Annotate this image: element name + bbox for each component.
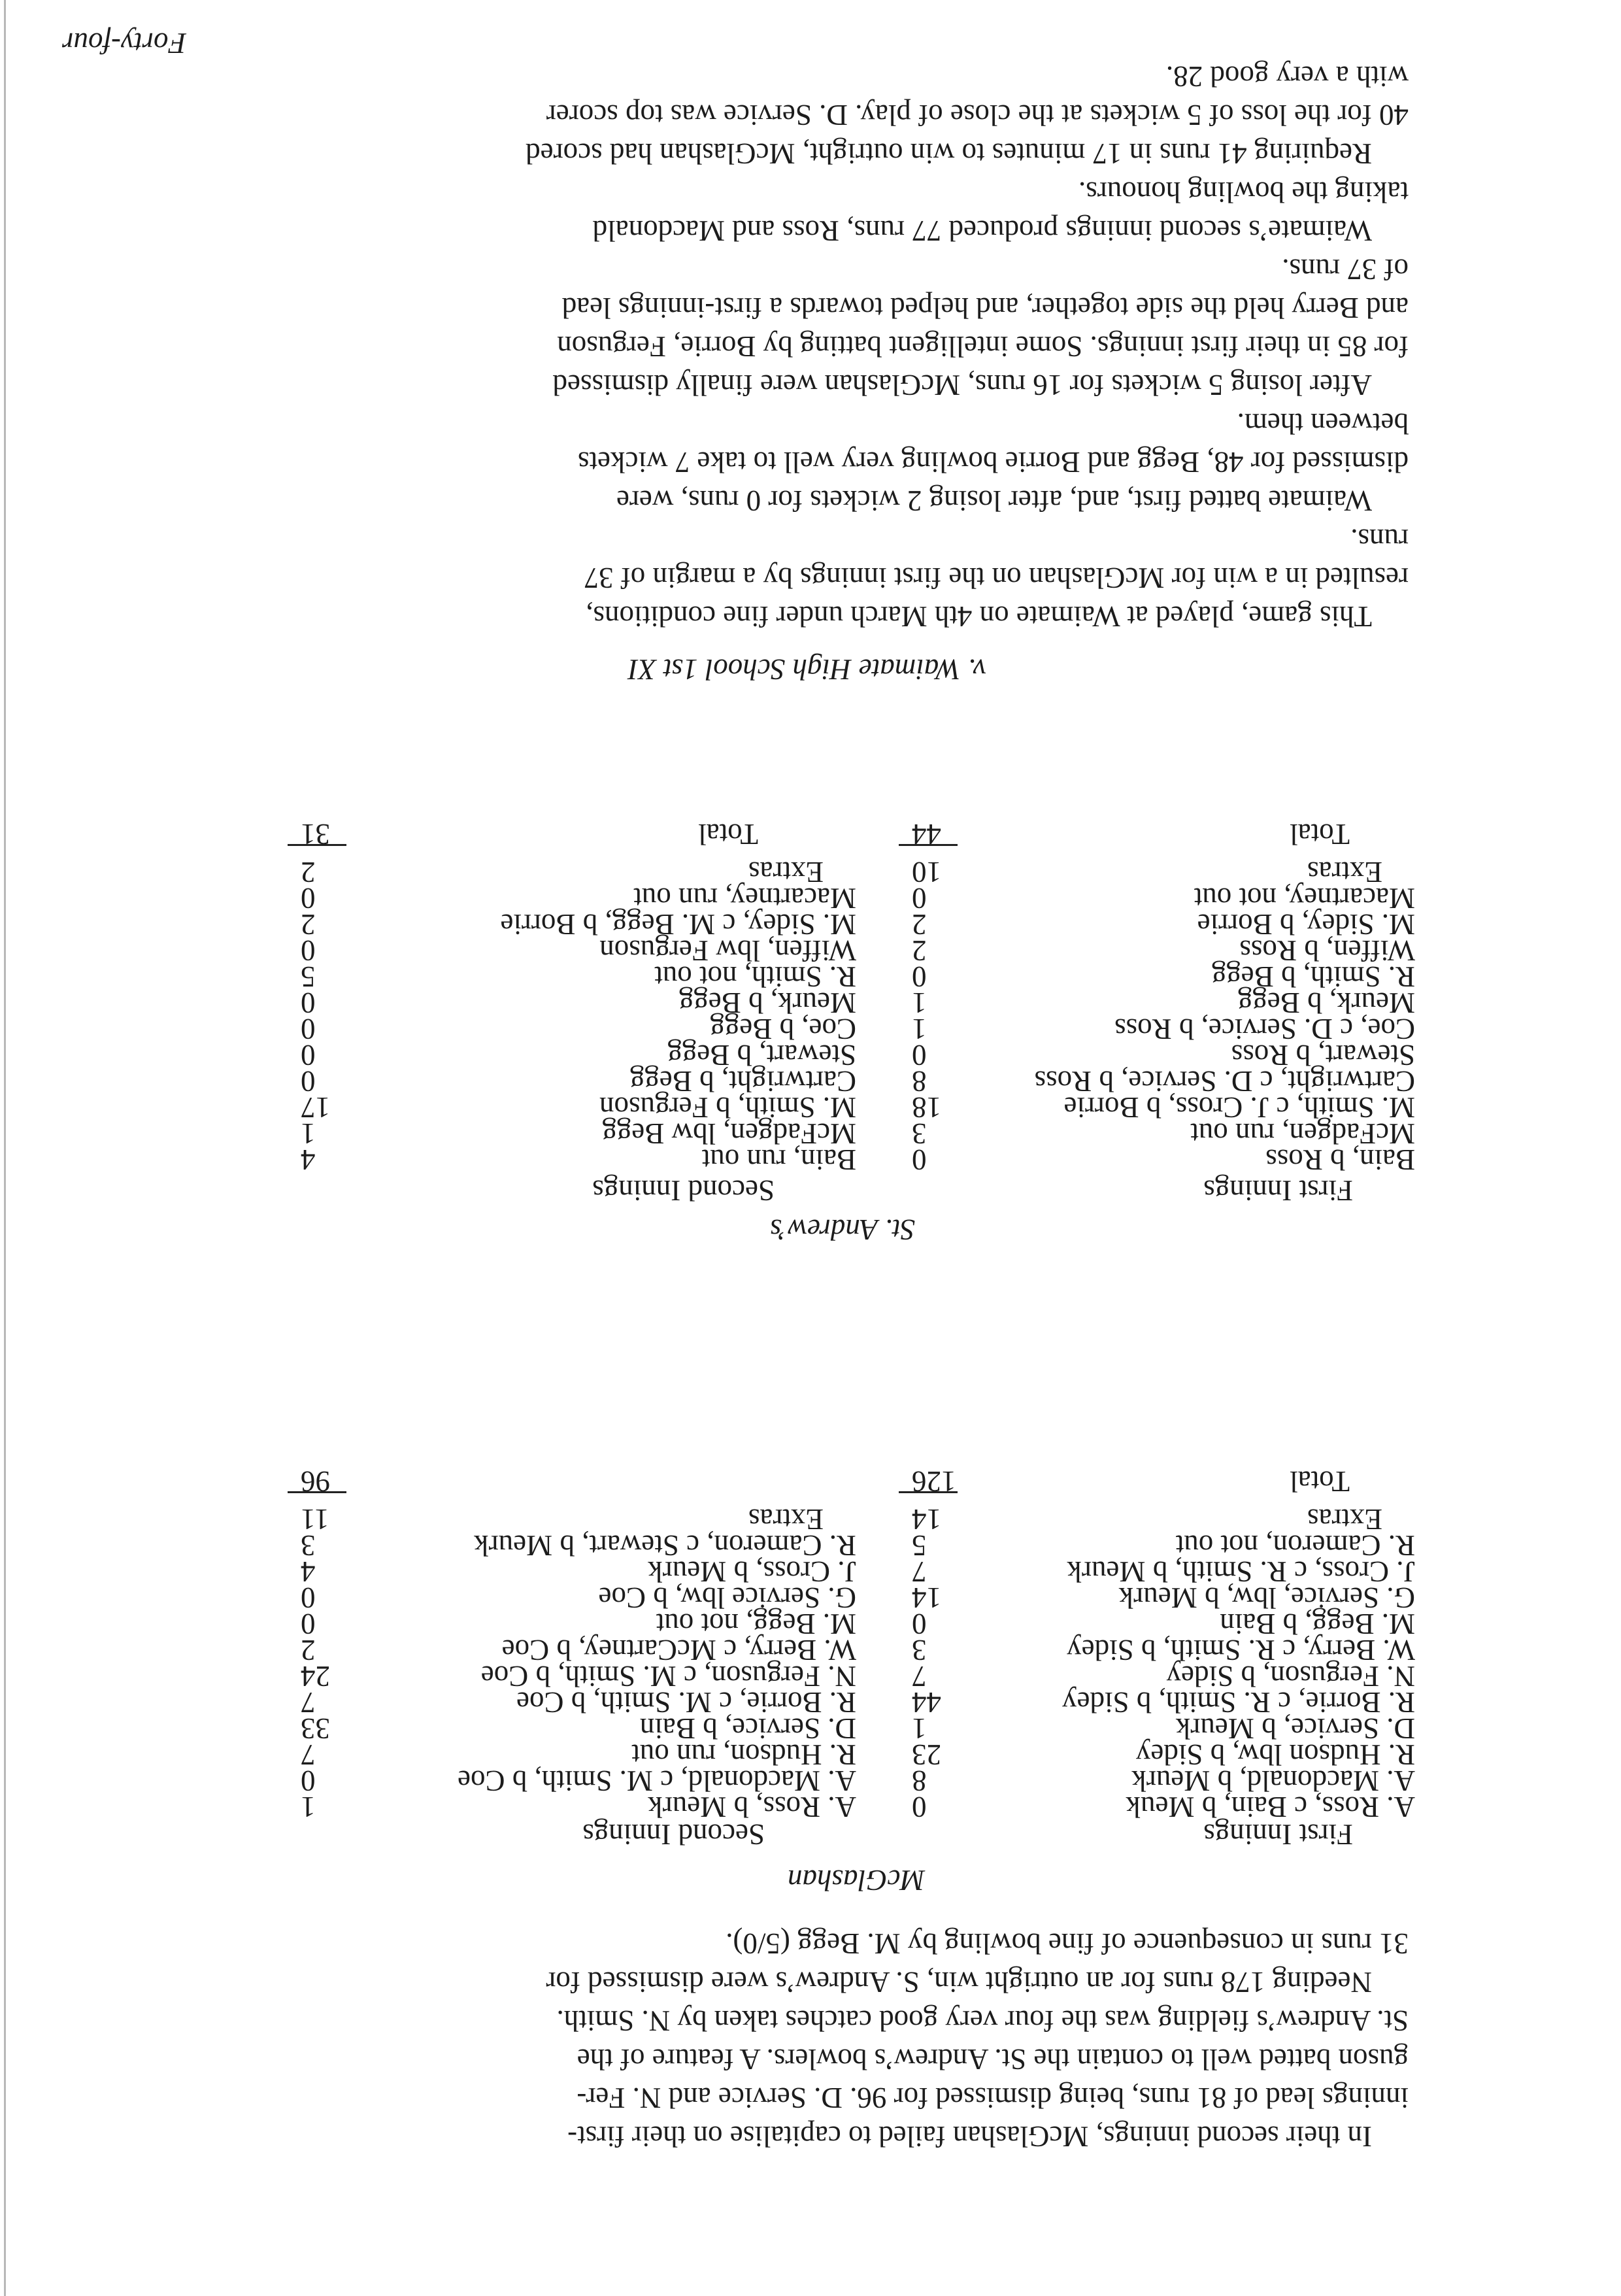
report-line: with a very good 28.	[1165, 60, 1409, 93]
batsman-entry: M. Smith, c J. Cross, b Borrie	[1063, 1091, 1415, 1124]
batsman-entry: Stewart, b Ross	[1231, 1039, 1415, 1072]
report-line: After losing 5 wickets for 16 runs, McGlashan were finally dismissed	[552, 369, 1372, 401]
batting-line	[892, 882, 1415, 915]
runs-value: 5	[301, 960, 316, 993]
runs-value: 0	[912, 960, 927, 993]
runs-value: 10	[912, 856, 941, 888]
batting-line	[892, 1634, 1415, 1666]
runs-value: 2	[301, 908, 316, 941]
batsman-entry: R. Hudson, run out	[631, 1738, 856, 1771]
runs-value: 8	[912, 1065, 927, 1098]
runs-value: 7	[301, 1686, 316, 1719]
batting-line	[288, 1091, 856, 1124]
batsman-entry: J. Cross, b Meurk	[648, 1555, 856, 1588]
batsman-entry: D. Service, b Meurk	[1175, 1712, 1415, 1745]
total-runs: 31	[301, 818, 330, 851]
report-line: and Berry held the side together, and helped towards a first-innings lead	[561, 292, 1409, 324]
page-number: Forty-four	[62, 27, 186, 59]
runs-value: 7	[912, 1555, 927, 1588]
batting-line	[288, 1065, 856, 1098]
mcglashan-second-innings	[288, 1465, 856, 1823]
batting-line	[288, 1013, 856, 1045]
batting-line	[892, 1117, 1415, 1150]
batsman-entry: R. Borrie, c M. Smith, b Coe	[516, 1686, 856, 1719]
intro-line: guson batted well to contain the St. Andrew’s bowlers. A feature of the	[577, 2043, 1409, 2076]
runs-value: 24	[301, 1660, 330, 1693]
intro-line: 31 runs in consequence of fine bowling by M. Begg (5/0).	[726, 1927, 1409, 1960]
runs-value: 1	[301, 1791, 316, 1823]
report-line: This game, played at Waimate on 4th March under fine conditions,	[586, 600, 1372, 633]
match-heading: v. Waimate High School 1st XI	[628, 653, 986, 686]
total-runs: 44	[912, 818, 941, 851]
batsman-entry: Wiffen, b Ross	[1239, 934, 1415, 967]
report-paragraph	[206, 173, 1409, 250]
runs-value: 0	[912, 1608, 927, 1640]
batsman-entry: A. Macdonald, b Meurk	[1131, 1764, 1415, 1797]
batting-line	[892, 908, 1415, 941]
runs-value: 2	[301, 1634, 316, 1666]
runs-value: 0	[301, 1581, 316, 1614]
batsman-entry: R. Smith, not out	[654, 960, 856, 993]
total-line	[288, 818, 856, 851]
runs-value: 0	[301, 1065, 316, 1098]
runs-value: 2	[301, 856, 316, 888]
batting-line	[892, 1738, 1415, 1771]
total-line	[892, 1465, 1415, 1498]
runs-value: 17	[301, 1091, 330, 1124]
first-innings-label: First Innings	[1203, 1818, 1353, 1851]
batsman-entry: R. Cameron, not out	[1175, 1529, 1415, 1562]
batsman-entry: M. Sidey, c M. Begg, b Borrie	[500, 908, 856, 941]
runs-value: 1	[912, 1712, 927, 1745]
batting-line	[892, 1581, 1415, 1614]
second-innings-label: Second Innings	[592, 1174, 775, 1207]
extras-line	[288, 856, 856, 888]
runs-value: 0	[912, 1039, 927, 1072]
batsman-entry: Macartney, run out	[633, 882, 856, 915]
batsman-entry: R. Hudson lbw, b Sidey	[1135, 1738, 1415, 1771]
batsman-entry: G. Service, lbw, b Meurk	[1118, 1581, 1415, 1614]
batsman-entry: M. Begg, not out	[656, 1608, 856, 1640]
total-runs: 126	[912, 1465, 956, 1498]
batsman-entry: Macartney, not out	[1194, 882, 1415, 915]
total-label: Total	[1290, 1465, 1350, 1498]
mcglashan-first-innings	[892, 1465, 1415, 1823]
report-paragraph	[206, 520, 1409, 635]
batting-line	[892, 1013, 1415, 1045]
runs-value: 4	[301, 1555, 316, 1588]
batsman-entry: N. Ferguson, b Sidey	[1166, 1660, 1415, 1693]
runs-value: 7	[912, 1660, 927, 1693]
batting-line	[892, 1660, 1415, 1693]
batting-line	[892, 1712, 1415, 1745]
runs-value: 14	[912, 1503, 941, 1536]
second-innings-label: Second Innings	[582, 1818, 765, 1851]
batting-line	[288, 1686, 856, 1719]
report-paragraph	[206, 250, 1409, 404]
total-label: Total	[1290, 818, 1350, 851]
report-line: resulted in a win for McGlashan on the first innings by a margin of 37	[584, 562, 1409, 594]
batsman-entry: R. Cameron, c Stewart, b Meurk	[474, 1529, 856, 1562]
batting-line	[288, 1791, 856, 1823]
runs-value: 3	[912, 1117, 927, 1150]
total-runs: 96	[301, 1465, 330, 1498]
batting-line	[288, 1143, 856, 1176]
batsman-entry: W. Berry, c R. Smith, b Sidey	[1067, 1634, 1415, 1666]
runs-value: 33	[301, 1712, 330, 1745]
batting-line	[892, 1686, 1415, 1719]
runs-value: 5	[912, 1529, 927, 1562]
batsman-entry: Coe, b Begg	[710, 1013, 856, 1045]
batting-line	[288, 1039, 856, 1072]
batsman-entry: Wiffen, lbw Ferguson	[599, 934, 856, 967]
batting-line	[892, 960, 1415, 993]
runs-value: 23	[912, 1738, 941, 1771]
runs-value: 0	[912, 882, 927, 915]
runs-value: 1	[301, 1117, 316, 1150]
extras-label: Extras	[748, 1503, 824, 1536]
runs-value: 0	[301, 1608, 316, 1640]
runs-value: 0	[301, 1764, 316, 1797]
runs-value: 0	[912, 1143, 927, 1176]
runs-value: 1	[912, 1013, 927, 1045]
runs-value: 14	[912, 1581, 941, 1614]
batsman-entry: J. Cross, c R. Smith, b Meurk	[1067, 1555, 1415, 1588]
batting-line	[288, 1529, 856, 1562]
batting-line	[892, 934, 1415, 967]
batting-line	[892, 1091, 1415, 1124]
batting-line	[288, 1117, 856, 1150]
batting-line	[892, 1791, 1415, 1823]
batting-line	[288, 1660, 856, 1693]
runs-value: 44	[912, 1686, 941, 1719]
batting-line	[288, 987, 856, 1019]
batsman-entry: Stewart, b Begg	[667, 1039, 856, 1072]
batsman-entry: M. Begg, b Bain	[1220, 1608, 1415, 1640]
report-line: Waimate’s second innings produced 77 runs, Ross and Macdonald	[592, 214, 1372, 247]
st-andrews-first-innings	[892, 818, 1415, 1176]
batsman-entry: Cartwright, c D. Service, b Ross	[1034, 1065, 1415, 1098]
batting-line	[288, 908, 856, 941]
intro-paragraph	[206, 1924, 1409, 2155]
batting-line	[892, 1608, 1415, 1640]
batsman-entry: Meurk, b Begg	[1237, 987, 1415, 1019]
runs-value: 0	[301, 882, 316, 915]
binding-edge	[4, 0, 6, 2296]
runs-value: 7	[301, 1738, 316, 1771]
batting-line	[288, 1555, 856, 1588]
intro-line: St. Andrew’s fielding was the four very good catches taken by N. Smith.	[556, 2004, 1409, 2037]
runs-value: 0	[301, 1039, 316, 1072]
batting-line	[288, 960, 856, 993]
report-line: between them.	[1237, 407, 1409, 440]
batsman-entry: G. Service lbw, b Coe	[598, 1581, 856, 1614]
batting-line	[288, 934, 856, 967]
batting-line	[288, 1581, 856, 1614]
report-line: dismissed for 48, Begg and Borrie bowling very well to take 7 wickets	[577, 446, 1409, 479]
batsman-entry: A. Ross, c Bain, b Meuk	[1126, 1791, 1415, 1823]
batsman-entry: R. Borrie, c R. Smith, b Sidey	[1062, 1686, 1415, 1719]
extras-line	[892, 856, 1415, 888]
intro-line: innings lead of 81 runs, being dismissed for 96. D. Service and N. Fer-	[577, 2082, 1409, 2114]
runs-value: 0	[301, 934, 316, 967]
runs-value: 2	[912, 934, 927, 967]
batting-line	[288, 1764, 856, 1797]
batting-line	[892, 1143, 1415, 1176]
batsman-entry: W. Berry, c McCartney, b Coe	[501, 1634, 856, 1666]
batting-line	[288, 1634, 856, 1666]
runs-value: 1	[912, 987, 927, 1019]
runs-value: 3	[912, 1634, 927, 1666]
extras-line	[892, 1503, 1415, 1536]
report-line: Waimate batted first, and, after losing 2 wickets for 0 runs, were	[616, 484, 1372, 517]
report-line: 40 for the loss of 5 wickets at the close of play. D. Service was top scorer	[546, 99, 1409, 131]
total-line	[288, 1465, 856, 1498]
intro-line: In their second innings, McGlashan failed to capitalise on their first-	[567, 2120, 1372, 2153]
batting-line	[288, 882, 856, 915]
batsman-entry: McFadgen, lbw Begg	[602, 1117, 856, 1150]
batting-line	[892, 1529, 1415, 1562]
batting-line	[892, 1764, 1415, 1797]
runs-value: 8	[912, 1764, 927, 1797]
runs-value: 11	[301, 1503, 329, 1536]
extras-label: Extras	[1307, 1503, 1382, 1536]
runs-value: 2	[912, 908, 927, 941]
runs-value: 0	[301, 987, 316, 1019]
runs-value: 0	[301, 1013, 316, 1045]
batsman-entry: A. Macdonald, c M. Smith, b Coe	[458, 1764, 856, 1797]
batsman-entry: M. Smith, b Ferguson	[599, 1091, 856, 1124]
total-line	[892, 818, 1415, 851]
report-paragraph	[206, 404, 1409, 520]
team-title-st-andrews: St. Andrew’s	[770, 1213, 915, 1246]
runs-value: 4	[301, 1143, 316, 1176]
runs-value: 3	[301, 1529, 316, 1562]
total-label: Total	[698, 818, 758, 851]
batsman-entry: Meurk, b Begg	[678, 987, 856, 1019]
report-line: taking the bowling honours.	[1078, 176, 1409, 209]
report-line: for 85 in their first innings. Some intelligent batting by Borrie, Ferguson	[557, 330, 1409, 363]
batsman-entry: N. Ferguson, c M. Smith, b Coe	[480, 1660, 856, 1693]
batsman-entry: Bain, b Ross	[1265, 1143, 1415, 1176]
batsman-entry: Coe, c D. Service, b Ross	[1114, 1013, 1415, 1045]
intro-line: Needing 178 runs for an outright win, S. Andrew’s were dismissed for	[546, 1966, 1372, 1999]
batting-line	[892, 1555, 1415, 1588]
report-line: Requiring 41 runs in 17 minutes to win outright, McGlashan had scored	[526, 137, 1372, 170]
batting-line	[288, 1738, 856, 1771]
batting-line	[892, 1065, 1415, 1098]
extras-label: Extras	[1307, 856, 1382, 888]
runs-value: 0	[912, 1791, 927, 1823]
runs-value: 18	[912, 1091, 941, 1124]
batting-line	[288, 1712, 856, 1745]
extras-label: Extras	[748, 856, 824, 888]
batsman-entry: Cartwright, b Begg	[629, 1065, 856, 1098]
report-paragraph	[206, 57, 1409, 173]
batting-line	[892, 1039, 1415, 1072]
team-title-mcglashan: McGlashan	[788, 1864, 925, 1897]
batting-line	[892, 987, 1415, 1019]
batsman-entry: D. Service, b Bain	[639, 1712, 856, 1745]
batsman-entry: R. Smith, b Begg	[1211, 960, 1415, 993]
batsman-entry: A. Ross, b Meurk	[648, 1791, 856, 1823]
batsman-entry: McFadgen, run out	[1190, 1117, 1415, 1150]
batsman-entry: M. Sidey, b Borrie	[1197, 908, 1415, 941]
report-line: runs.	[1350, 523, 1409, 556]
batsman-entry: Bain, run out	[701, 1143, 856, 1176]
batting-line	[288, 1608, 856, 1640]
st-andrews-second-innings	[288, 818, 856, 1176]
first-innings-label: First Innings	[1203, 1174, 1353, 1207]
extras-line	[288, 1503, 856, 1536]
report-line: of 37 runs.	[1282, 253, 1409, 286]
